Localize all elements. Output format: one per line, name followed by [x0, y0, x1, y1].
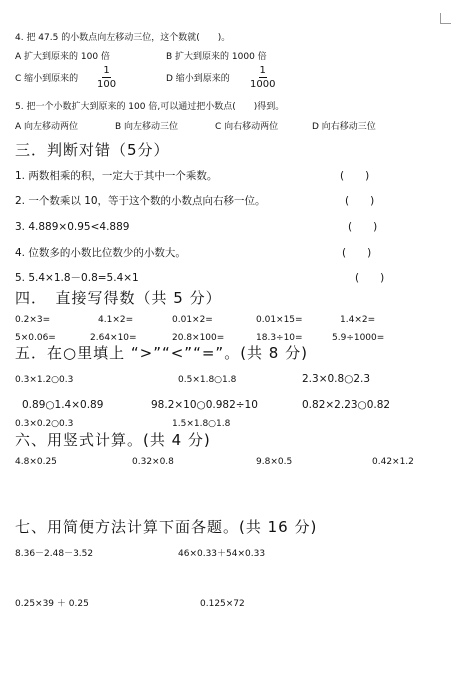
vertical-calc-item: 9.8×0.5	[256, 457, 293, 467]
quick-calc: 5×0.06=	[15, 333, 56, 343]
fraction-denominator: 1000	[250, 79, 276, 90]
judge-item-3: 3. 4.889×0.95<4.889	[15, 221, 130, 233]
simplify-calc-item: 0.125×72	[200, 599, 245, 609]
q4-option-c-fraction	[97, 66, 116, 90]
section-7-title: 七、用简便方法计算下面各题。(共 16 分)	[15, 518, 318, 536]
quick-calc: 0.01×2=	[172, 315, 213, 325]
quick-calc: 4.1×2=	[98, 315, 134, 325]
q4-option-b: B 扩大到原来的 1000 倍	[166, 52, 267, 62]
compare-item: 0.3×1.2○0.3	[15, 375, 74, 385]
q4-option-d: D 缩小到原来的	[166, 74, 230, 84]
q5-option-a: A 向左移动两位	[15, 122, 79, 132]
simplify-calc-item: 0.25×39 ＋ 0.25	[15, 599, 89, 609]
compare-item: 0.89○1.4×0.89	[22, 399, 104, 411]
quick-calc: 0.01×15=	[256, 315, 303, 325]
quick-calc: 5.9÷1000=	[332, 333, 385, 343]
compare-item: 1.5×1.8○1.8	[172, 419, 231, 429]
compare-item: 98.2×10○0.982÷10	[151, 399, 258, 411]
fraction-numerator: 1	[259, 65, 266, 76]
quick-calc: 2.64×10=	[90, 333, 137, 343]
vertical-calc-item: 0.42×1.2	[372, 457, 414, 467]
judge-item-4: 4. 位数多的小数比位数少的小数大。	[15, 247, 186, 259]
judge-item-1-answer: ( )	[340, 170, 370, 182]
compare-item: 2.3×0.8○2.3	[302, 373, 371, 385]
q5-option-c: C 向右移动两位	[215, 122, 279, 132]
quick-calc: 0.2×3=	[15, 315, 51, 325]
vertical-calc-item: 0.32×0.8	[132, 457, 174, 467]
q4-option-c: C 缩小到原来的	[15, 74, 79, 84]
page-corner-mark	[440, 13, 451, 24]
q4-option-d-fraction	[250, 66, 275, 90]
simplify-calc-item: 8.36－2.48－3.52	[15, 549, 94, 559]
q4-option-a: A 扩大到原来的 100 倍	[15, 52, 110, 62]
compare-item: 0.5×1.8○1.8	[178, 375, 237, 385]
fraction-denominator: 100	[97, 79, 117, 90]
section-6-title: 六、用竖式计算。(共 4 分)	[15, 431, 211, 449]
fraction-numerator: 1	[103, 65, 110, 76]
judge-item-1: 1. 两数相乘的积，一定大于其中一个乘数。	[15, 170, 218, 182]
compare-item: 0.82×2.23○0.82	[302, 399, 391, 411]
q5-option-b: B 向左移动三位	[115, 122, 179, 132]
quick-calc: 20.8×100=	[172, 333, 225, 343]
quick-calc: 1.4×2=	[340, 315, 376, 325]
q4-stem: 4. 把 47.5 的小数点向左移动三位，这个数就( )。	[15, 33, 231, 43]
judge-item-2: 2. 一个数乘以 10，等于这个数的小数点向右移一位。	[15, 195, 266, 207]
section-3-title: 三．判断对错（5分）	[15, 141, 170, 159]
judge-item-5: 5. 5.4×1.8－0.8=5.4×1	[15, 272, 139, 284]
section-4-title: 四． 直接写得数（共 5 分）	[15, 289, 222, 307]
q5-stem: 5. 把一个小数扩大到原来的 100 倍,可以通过把小数点( )得到。	[15, 102, 285, 112]
judge-item-3-answer: ( )	[348, 221, 378, 233]
simplify-calc-item: 46×0.33＋54×0.33	[178, 549, 266, 559]
q5-option-d: D 向右移动三位	[312, 122, 376, 132]
vertical-calc-item: 4.8×0.25	[15, 457, 57, 467]
compare-item: 0.3×0.2○0.3	[15, 419, 74, 429]
quick-calc: 18.3÷10=	[256, 333, 303, 343]
judge-item-5-answer: ( )	[355, 272, 385, 284]
section-5-title: 五．在○里填上 “>”“<”“=”。(共 8 分)	[15, 344, 308, 362]
judge-item-4-answer: ( )	[342, 247, 372, 259]
judge-item-2-answer: ( )	[345, 195, 375, 207]
